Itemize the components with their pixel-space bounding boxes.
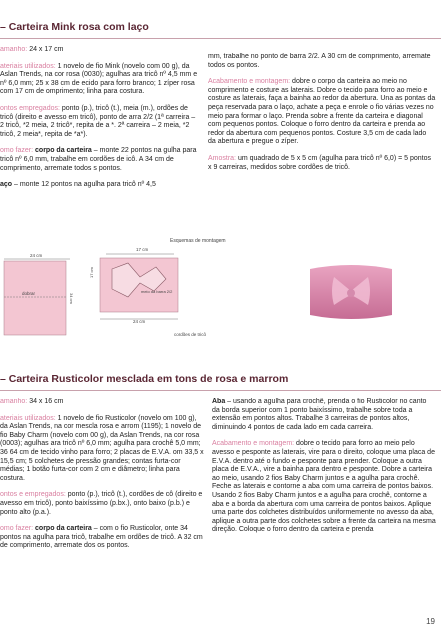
garter-label: cordões de tricô (174, 332, 207, 337)
pink-bag-photo (306, 257, 396, 327)
paragraph-text: um quadrado de 5 x 5 cm (agulha para tricô nº 6,0) = 5 pontos x 9 carreiras, medidos sobre cordões de tricô. (208, 154, 431, 171)
paragraph-text: ponto (p.), tricô (t.), cordões de cô (direito e avesso em tricô), ponto baixíssimo (p.bx.), onto baixo (p.b.) e ponto alto (p.a.). (0, 491, 203, 516)
bar-middle-label: meio da barra 2/2 (141, 289, 173, 294)
paragraph-label: Acabamento e montagem: (212, 440, 295, 448)
section2-title: – Carteira Rusticolor mesclada em tons de rosa e marrom (0, 373, 289, 385)
paragraph-bold: corpo da carteira (33, 147, 92, 155)
paragraph-label: ontos e empregados: (0, 491, 66, 499)
bag-body-panel (4, 261, 66, 335)
paragraph-bold: aço (0, 181, 13, 189)
section2-right-column (212, 398, 436, 628)
paragraph (212, 440, 436, 535)
paragraph-text: – monte 12 pontos na agulha para tricô nº 4,5 (12, 181, 156, 189)
width-24b-label: 24 cm (133, 319, 146, 324)
paragraph-bold: corpo da carteira (33, 525, 92, 533)
paragraph-label: omo fazer: (0, 525, 34, 533)
paragraph (208, 78, 436, 147)
paragraph-text: 1 novelo de fio Rusticolor (novelo om 100 g), da Aslan Trends, na cor mescla rosa e arrom (1195); 1 novelo de fio Baby Charm (novelo com 00 g), da Aslan Trends, na cor rosa (0003); agulhas ara tricô nº 6,0 mm; agulha para crochê 5,0 mm; 36 64 cm de tecido vinho para forro; 2 placas de E.V.A. om 33,5 x 15,5 cm; 5 colchetes de pressão grandes; contas furta-cor médias; 1 botão furta-cor com 2 cm e diâmetro; linha para costura. (0, 414, 204, 482)
fold-label: dobrar (22, 291, 36, 296)
paragraph-text: 1 novelo de fio Mink (novelo com 00 g), da Aslan Trends, na cor rosa (0030); agulhas ara tricô nº 4,5 mm e nº 6,0 mm; 25 x 38 cm de ecido para forro branco; 1 zíper rosa com 17 cm de omprimento; linha para costura. (0, 62, 198, 96)
paragraph-label: ateriais utilizados: (0, 62, 56, 70)
paragraph (0, 491, 204, 517)
assembly-diagram (0, 233, 300, 343)
paragraph (0, 525, 204, 551)
paragraph-label: amanho: (0, 398, 28, 405)
paragraph-label: Amostra: (208, 154, 237, 162)
paragraph (0, 181, 200, 190)
paragraph-label: ontos empregados: (0, 104, 60, 112)
section1-title: – Carteira Mink rosa com laço (0, 21, 149, 33)
paragraph-text: ponto (p.), tricô (t.), meia (m.), ordões de tricô (direito e avesso em tricô), ponto de arra 2/2 (1ª carreira – 2 tricô, *2 meia, 2 tricô*, repita de a *. 2ª carreira – 2 meia, *2 tricô, 2 meia*, repita de *a*). (0, 104, 196, 138)
paragraph-text: dobre o tecido para forro ao meio pelo avesso e pesponte as laterais, vire para o direito, coloque uma placa de E.V.A. dentro até o fundo e pesponte para prender. Coloque a outra placa de E.V.A., vire a bainha para dentro e pesponte. Dobre a carteira ao meio, usando 2 fios Baby Charm juntos e a agulha para crochê. Feche as laterais e contorne a aba com uma carreira de pontos baixos. Usando 2 fios Baby Charm juntos e a agulha para crochê, contorne a aba e a borda da abertura com uma carreira de pontos baixos. Aplique uma parte dos colchetes distribuídos uniformemente no avesso da aba, aplique a outra parte dos colchetes sobre a frente da carteira na mesma direção. Coloque o forro dentro da carteira e prenda (212, 440, 436, 534)
paragraph (0, 415, 204, 484)
paragraph-label: amanho: (0, 46, 28, 53)
page-number: 19 (426, 617, 435, 627)
paragraph-text: – monte 22 pontos na gulha para tricô nº 6,0 mm, trabalhe em cordões de icô. A 34 cm de comprimento, arremate todos s pontos. (0, 147, 197, 172)
paragraph-label: Acabamento e montagem: (208, 78, 291, 86)
paragraph-text: mm, trabalhe no ponto de barra 2/2. A 30 cm de comprimento, arremate todos os pontos. (208, 53, 431, 69)
paragraph (212, 398, 436, 432)
paragraph-text: dobre o corpo da carteira ao meio no comprimento e costure as laterais. Dobre o tecido para forro ao meio e costure as laterais, faça a bainha ao redor da abertura. Una as pontas da peça reservada para o laço, achate a peça e enrole o fio várias vezes no meio para formar o laço. Prenda sobre a frente da carteira e diagonal com pequenos pontos. Coloque o forro dentro da carteira e prenda ao redor da abertura com pequenos pontos. Costure 3,5 cm de cada lado da abertura e pregue o zíper. (208, 78, 436, 146)
paragraph (0, 105, 200, 139)
section2-left-column (0, 398, 204, 618)
section1-left-column (0, 46, 200, 251)
paragraph-text: 34 x 16 cm (27, 398, 64, 405)
paragraph (208, 53, 436, 70)
paragraph-bold: Aba (212, 398, 226, 405)
paragraph (208, 155, 436, 172)
paragraph (0, 46, 200, 55)
height-17-label: 17 cm (89, 267, 94, 278)
section1-right-column (208, 53, 436, 258)
paragraph-text: – com o fio Rusticolor, onte 34 pontos na agulha para tricô, trabalhe em ordões de tricô. A 32 cm de comprimento, arremate dos os pontos. (0, 525, 203, 550)
paragraph-text: 24 x 17 cm (27, 46, 64, 53)
section2-rule (0, 390, 441, 391)
paragraph (0, 63, 200, 97)
section1-rule (0, 38, 441, 39)
paragraph-label: ateriais utilizados: (0, 414, 56, 422)
width-17-label: 17 cm (136, 247, 149, 252)
diagram-title: Esquemas de montagem (170, 238, 226, 244)
paragraph (0, 147, 200, 173)
paragraph-label: omo fazer: (0, 147, 34, 155)
paragraph (0, 398, 204, 407)
width-24-label: 24 cm (30, 253, 43, 258)
paragraph-text: – usando a agulha para crochê, prenda o fio Rusticolor no canto da borda superior com 1 ponto baixíssimo, trabalhe sobre toda a extensão em pontos altos. Trabalhe 3 carreiras de pontos altos, diminuindo 4 pontos de cada lado em cada carreira. (212, 398, 427, 431)
height-34-label: 34 cm (69, 293, 74, 304)
